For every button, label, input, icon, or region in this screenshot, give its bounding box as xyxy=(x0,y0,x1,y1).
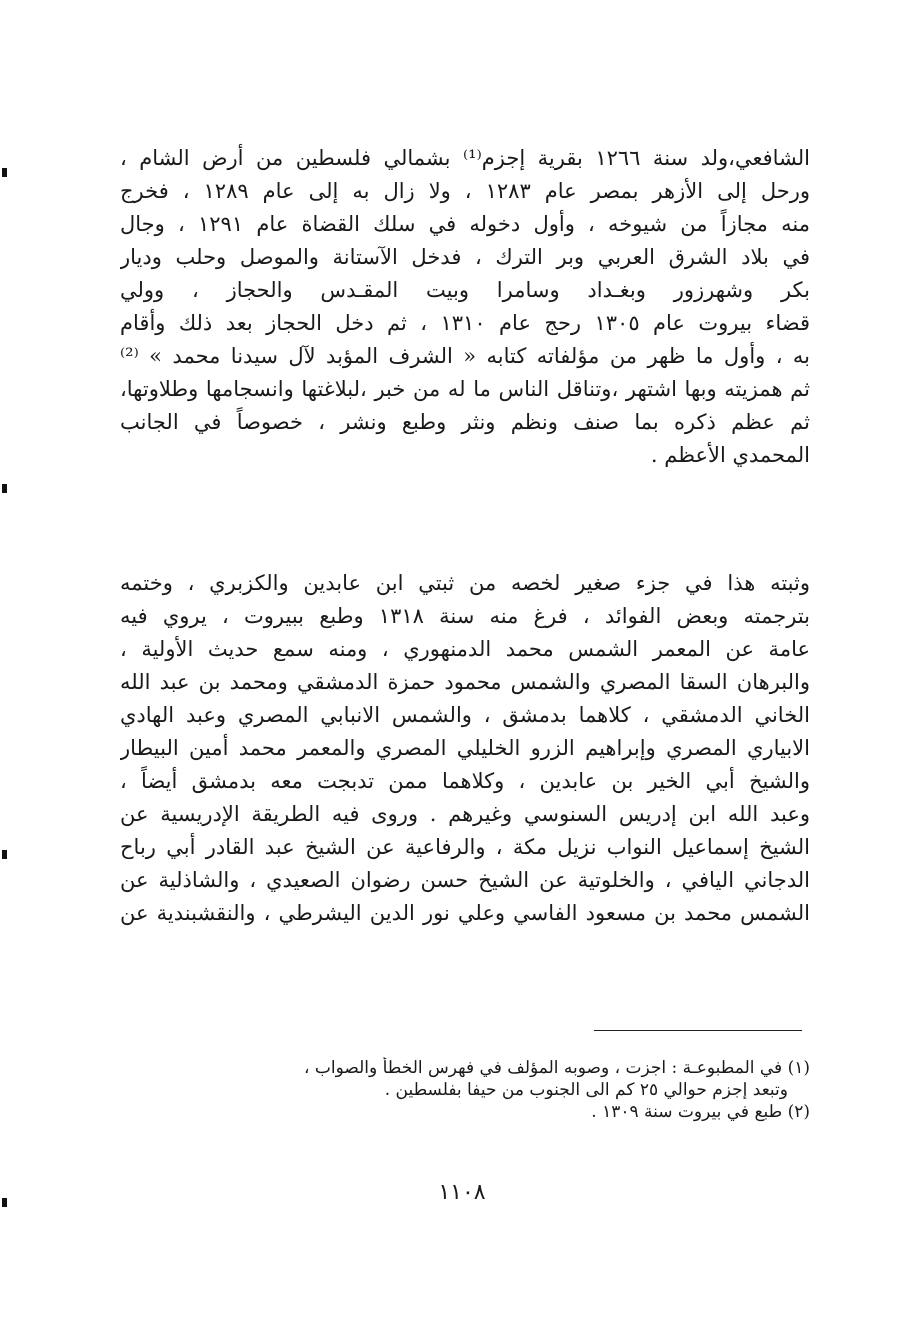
text-line: المحمدي الأعظم . xyxy=(650,443,810,467)
text-line: الابياري المصري وإبراهيم الزرو الخليلي المصري والمعمر محمد أمين البيطار xyxy=(120,736,810,760)
text-line: وعبد الله ابن إدريس السنوسي وغيرهم . وروى فيه الطريقة الإدريسية عن xyxy=(120,802,810,826)
text-line: الشيخ إسماعيل النواب نزيل مكة ، والرفاعية عن الشيخ عبد القادر أبي رباح xyxy=(120,835,810,859)
text-line: عامة عن المعمر الشمس محمد الدمنهوري ، ومنه سمع حديث الأولية ، xyxy=(120,637,810,661)
text-line: ثم عظم ذكره بما صنف ونظم ونثر وطبع ونشر ، خصوصاً في الجانب xyxy=(120,410,810,434)
margin-mark xyxy=(2,850,7,859)
text-line: بكر وشهرزور وبغـداد وسامرا وبيت المقـدس والحجاز ، وولي xyxy=(120,278,810,302)
paragraph-1 xyxy=(120,142,810,472)
text-line: به ، وأول ما ظهر من مؤلفاته كتابه « الشرف المؤبد لآل سيدنا محمد » ⁽²⁾ xyxy=(120,344,810,368)
paragraph-2 xyxy=(120,567,810,930)
page-number: ١١٠٨ xyxy=(438,1180,486,1205)
text-line: الشافعي،ولد سنة ١٢٦٦ بقرية إجزم⁽¹⁾ بشمالي فلسطين من أرض الشام ، xyxy=(120,146,810,170)
text-line: الشمس محمد بن مسعود الفاسي وعلي نور الدين اليشرطي ، والنقشبندية عن xyxy=(120,901,810,925)
footnote-separator xyxy=(594,1030,802,1031)
margin-mark xyxy=(2,168,7,177)
text-line: وثبته هذا في جزء صغير لخصه من ثبتي ابن عابدين والكزبري ، وختمه xyxy=(120,571,810,595)
footnotes xyxy=(130,1057,810,1123)
text-line: في بلاد الشرق العربي وبر الترك ، فدخل الآستانة والموصل وحلب وديار xyxy=(120,245,810,269)
text-line: الخاني الدمشقي ، كلاهما بدمشق ، والشمس الانبابي المصري وعبد الهادي xyxy=(120,703,810,727)
text-line: ورحل إلى الأزهر بمصر عام ١٢٨٣ ، ولا زال به إلى عام ١٢٨٩ ، فخرج xyxy=(120,179,810,203)
footnote-2: (٢) طبع في بيروت سنة ١٣٠٩ . xyxy=(591,1102,810,1122)
text-line: والبرهان السقا المصري والشمس محمود حمزة الدمشقي ومحمد بن عبد الله xyxy=(120,670,810,694)
text-line: منه مجازاً من شيوخه ، وأول دخوله في سلك القضاة عام ١٢٩١ ، وجال xyxy=(120,212,810,236)
footnote-1: (١) في المطبوعـة : اجزت ، وصوبه المؤلف في فهرس الخطأ والصواب ، xyxy=(303,1058,810,1078)
text-line: الدجاني اليافي ، والخلوتية عن الشيخ حسن رضوان الصعيدي ، والشاذلية عن xyxy=(120,868,810,892)
text-line: ثم همزيته وبها اشتهر ،وتناقل الناس ما له من خبر ،لبلاغتها وانسجامها وطلاوتها، xyxy=(120,377,810,401)
text-line: والشيخ أبي الخير بن عابدين ، وكلاهما ممن تدبجت معه بدمشق أيضاً ، xyxy=(120,769,810,793)
text-line: بترجمته وبعض الفوائد ، فرغ منه سنة ١٣١٨ وطبع ببيروت ، يروي فيه xyxy=(120,604,810,628)
margin-mark xyxy=(2,484,7,493)
margin-mark xyxy=(2,1198,7,1207)
footnote-1-continuation: وتبعد إجزم حوالي ٢٥ كم الى الجنوب من حيفا بفلسطين . xyxy=(384,1080,788,1100)
text-line: قضاء بيروت عام ١٣٠٥ رحج عام ١٣١٠ ، ثم دخل الحجاز بعد ذلك وأقام xyxy=(120,311,810,335)
